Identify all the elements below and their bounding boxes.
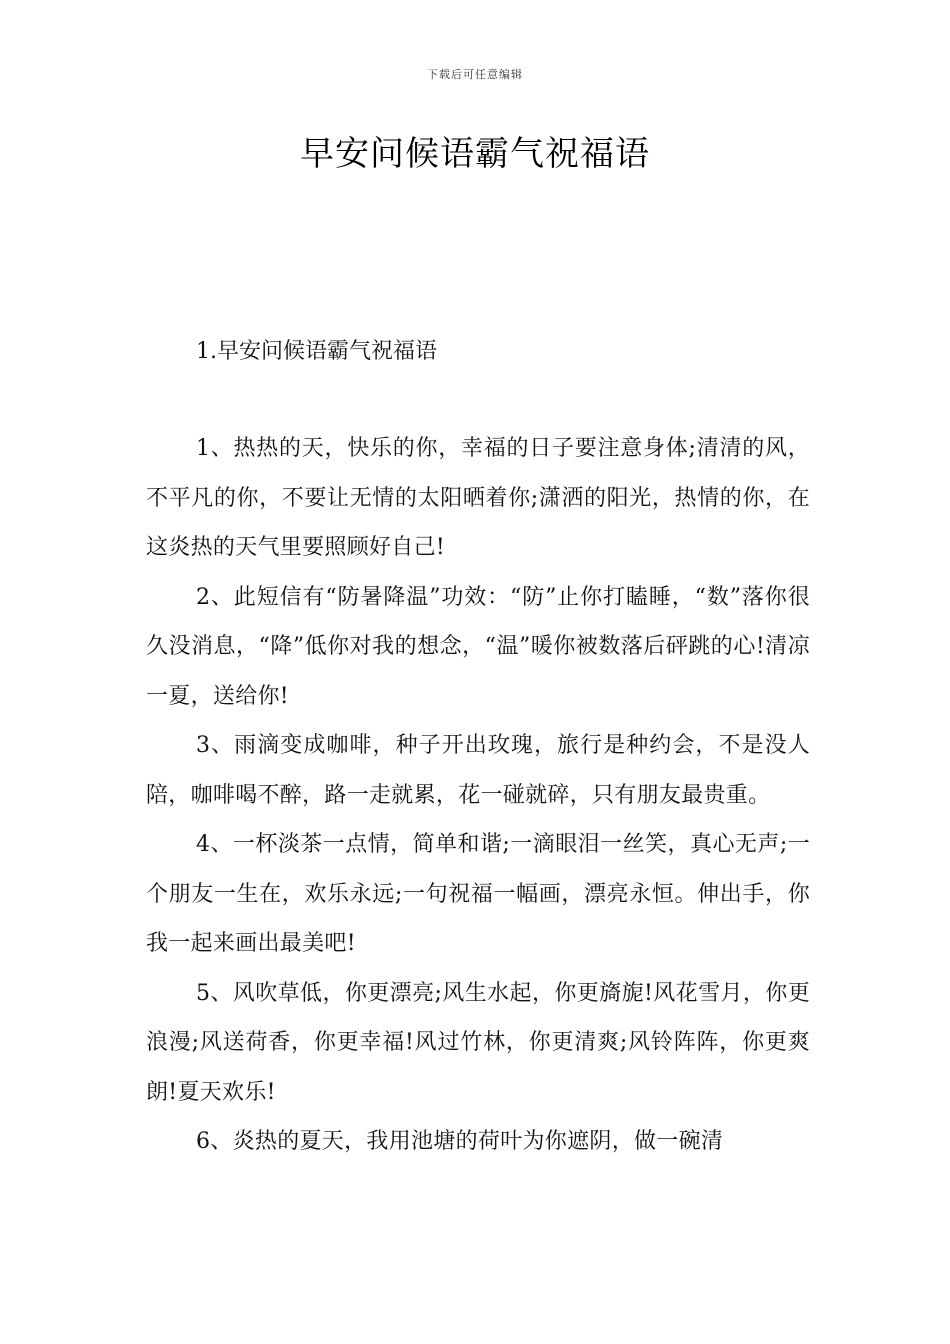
header-note: 下载后可任意编辑 [427, 68, 523, 81]
document-title: 早安问候语霸气祝福语 [300, 134, 650, 174]
paragraph: 4、一杯淡茶一点情，简单和谐;一滴眼泪一丝笑，真心无声;一个朋友一生在，欢乐永远;一句祝福一幅画，漂亮永恒。伸出手，你我一起来画出最美吧! [146, 832, 810, 956]
paragraph: 5、风吹草低，你更漂亮;风生水起，你更旖旎!风花雪月，你更浪漫;风送荷香，你更幸福!风过竹林，你更清爽;风铃阵阵，你更爽朗!夏天欢乐! [146, 980, 810, 1105]
paragraph: 3、雨滴变成咖啡，种子开出玫瑰，旅行是种约会，不是没人陪，咖啡喝不醉，路一走就累，花一碰就碎，只有朋友最贵重。 [146, 733, 810, 808]
section-heading: 1.早安问候语霸气祝福语 [196, 339, 437, 364]
paragraph: 1、热热的天，快乐的你，幸福的日子要注意身体;清清的风，不平凡的你，不要让无情的太阳晒着你;潇洒的阳光，热情的你，在这炎热的天气里要照顾好自己! [146, 436, 810, 560]
document-body [146, 424, 810, 1167]
paragraph: 2、此短信有“防暑降温”功效：“防”止你打瞌睡，“数”落你很久没消息，“降”低你对我的想念，“温”暖你被数落后砰跳的心!清凉一夏，送给你! [146, 584, 810, 709]
paragraph: 6、炎热的夏天，我用池塘的荷叶为你遮阴，做一碗清 [196, 1129, 724, 1154]
